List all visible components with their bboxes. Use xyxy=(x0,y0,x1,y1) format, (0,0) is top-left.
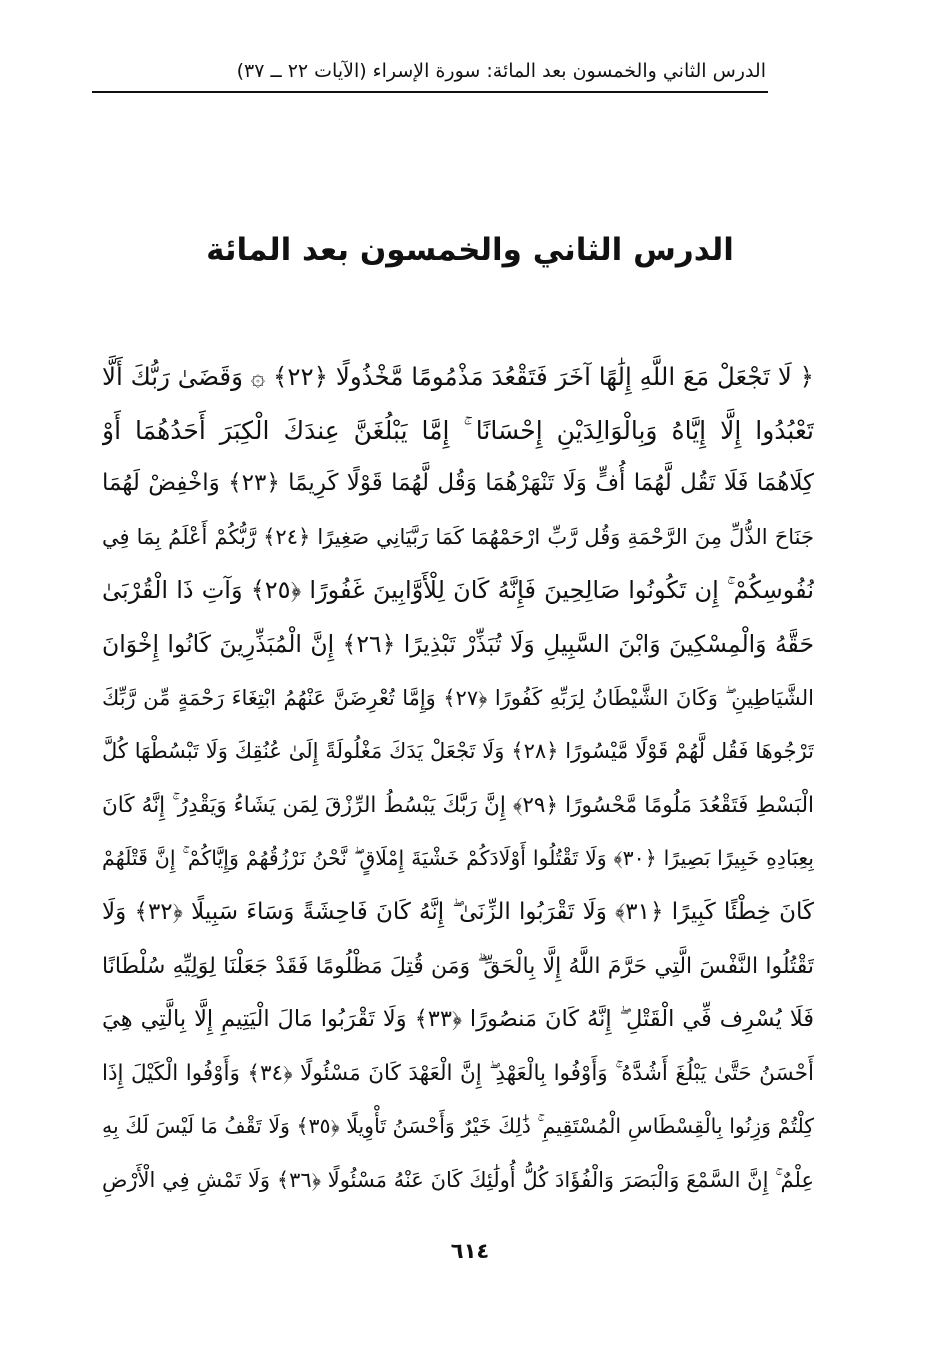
verse-line: فَلَا يُسْرِف فِّي الْقَتْلِ ۖ إِنَّهُ كَانَ مَنصُورًا ﴿٣٣﴾ وَلَا تَقْرَبُوا مَالَ الْيَتِيمِ إِلَّا بِالَّتِي هِيَ xyxy=(102,1006,814,1033)
verse-line: الشَّيَاطِينِ ۖ وَكَانَ الشَّيْطَانُ لِرَبِّهِ كَفُورًا ﴿٢٧﴾ وَإِمَّا تُعْرِضَنَّ عَنْهُمُ ابْتِغَاءَ رَحْمَةٍ مِّن رَّبِّكَ xyxy=(102,685,814,710)
lesson-title: الدرس الثاني والخمسون بعد المائة xyxy=(206,232,734,268)
verse-line: تَرْجُوهَا فَقُل لَّهُمْ قَوْلًا مَّيْسُورًا ﴿٢٨﴾ وَلَا تَجْعَلْ يَدَكَ مَغْلُولَةً إِلَىٰ عُنُقِكَ وَلَا تَبْسُطْهَا كُلَّ xyxy=(102,739,814,764)
verse-line: كِلَاهُمَا فَلَا تَقُل لَّهُمَا أُفٍّ وَلَا تَنْهَرْهُمَا وَقُل لَّهُمَا قَوْلًا كَرِيمًا ﴿٢٣﴾ وَاخْفِضْ لَهُمَا xyxy=(102,470,814,497)
verse-line: حَقَّهُ وَالْمِسْكِينَ وَابْنَ السَّبِيلِ وَلَا تُبَذِّرْ تَبْذِيرًا ﴿٢٦﴾ إِنَّ الْمُبَذِّرِينَ كَانُوا إِخْوَانَ xyxy=(102,629,814,658)
header-divider xyxy=(92,91,768,93)
verse-line: تَقْتُلُوا النَّفْسَ الَّتِي حَرَّمَ اللَّهُ إِلَّا بِالْحَقِّ ۗ وَمَن قُتِلَ مَظْلُومًا فَقَدْ جَعَلْنَا لِوَلِيِّهِ سُلْطَانًا xyxy=(102,953,814,979)
quran-verses-block xyxy=(102,350,814,1208)
verse-line: بِعِبَادِهِ خَبِيرًا بَصِيرًا ﴿٣٠﴾ وَلَا تَقْتُلُوا أَوْلَادَكُمْ خَشْيَةَ إِمْلَاقٍ ۖ نَّحْنُ نَرْزُقُهُمْ وَإِيَّاكُمْ ۚ إِنَّ قَتْلَهُمْ xyxy=(102,846,814,871)
verse-line: ﴿ لَا تَجْعَلْ مَعَ اللَّهِ إِلَٰهًا آخَرَ فَتَقْعُدَ مَذْمُومًا مَّخْذُولًا ﴿٢٢﴾ ۞ وَقَضَىٰ رَبُّكَ أَلَّا xyxy=(102,362,814,391)
verse-line: تَعْبُدُوا إِلَّا إِيَّاهُ وَبِالْوَالِدَيْنِ إِحْسَانًا ۚ إِمَّا يَبْلُغَنَّ عِندَكَ الْكِبَرَ أَحَدُهُمَا أَوْ xyxy=(102,415,814,445)
running-header: الدرس الثاني والخمسون بعد المائة: سورة الإسراء (الآيات ٢٢ ــ ٣٧) xyxy=(236,60,766,82)
verse-line: جَنَاحَ الذُّلِّ مِنَ الرَّحْمَةِ وَقُل رَّبِّ ارْحَمْهُمَا كَمَا رَبَّيَانِي صَغِيرًا ﴿٢٤﴾ رَّبُّكُمْ أَعْلَمُ بِمَا فِي xyxy=(102,524,814,549)
verse-line: كِلْتُمْ وَزِنُوا بِالْقِسْطَاسِ الْمُسْتَقِيمِ ۚ ذَٰلِكَ خَيْرٌ وَأَحْسَنُ تَأْوِيلًا ﴿٣٥﴾ وَلَا تَقْفُ مَا لَيْسَ لَكَ بِهِ xyxy=(102,1114,814,1139)
verse-line: الْبَسْطِ فَتَقْعُدَ مَلُومًا مَّحْسُورًا ﴿٢٩﴾ إِنَّ رَبَّكَ يَبْسُطُ الرِّزْقَ لِمَن يَشَاءُ وَيَقْدِرُ ۚ إِنَّهُ كَانَ xyxy=(102,792,814,818)
page-number: ٦١٤ xyxy=(450,1239,490,1263)
verse-line: عِلْمٌ ۚ إِنَّ السَّمْعَ وَالْبَصَرَ وَالْفُؤَادَ كُلُّ أُولَٰئِكَ كَانَ عَنْهُ مَسْئُولًا ﴿٣٦﴾ وَلَا تَمْشِ فِي الْأَرْضِ xyxy=(102,1167,814,1192)
verse-line: أَحْسَنُ حَتَّىٰ يَبْلُغَ أَشُدَّهُ ۚ وَأَوْفُوا بِالْعَهْدِ ۖ إِنَّ الْعَهْدَ كَانَ مَسْئُولًا ﴿٣٤﴾ وَأَوْفُوا الْكَيْلَ إِذَا xyxy=(102,1060,814,1086)
verse-line: نُفُوسِكُمْ ۚ إِن تَكُونُوا صَالِحِينَ فَإِنَّهُ كَانَ لِلْأَوَّابِينَ غَفُورًا ﴿٢٥﴾ وَآتِ ذَا الْقُرْبَىٰ xyxy=(102,576,814,605)
verse-line: كَانَ خِطْئًا كَبِيرًا ﴿٣١﴾ وَلَا تَقْرَبُوا الزِّنَىٰ ۖ إِنَّهُ كَانَ فَاحِشَةً وَسَاءَ سَبِيلًا ﴿٣٢﴾ وَلَا xyxy=(102,898,814,925)
